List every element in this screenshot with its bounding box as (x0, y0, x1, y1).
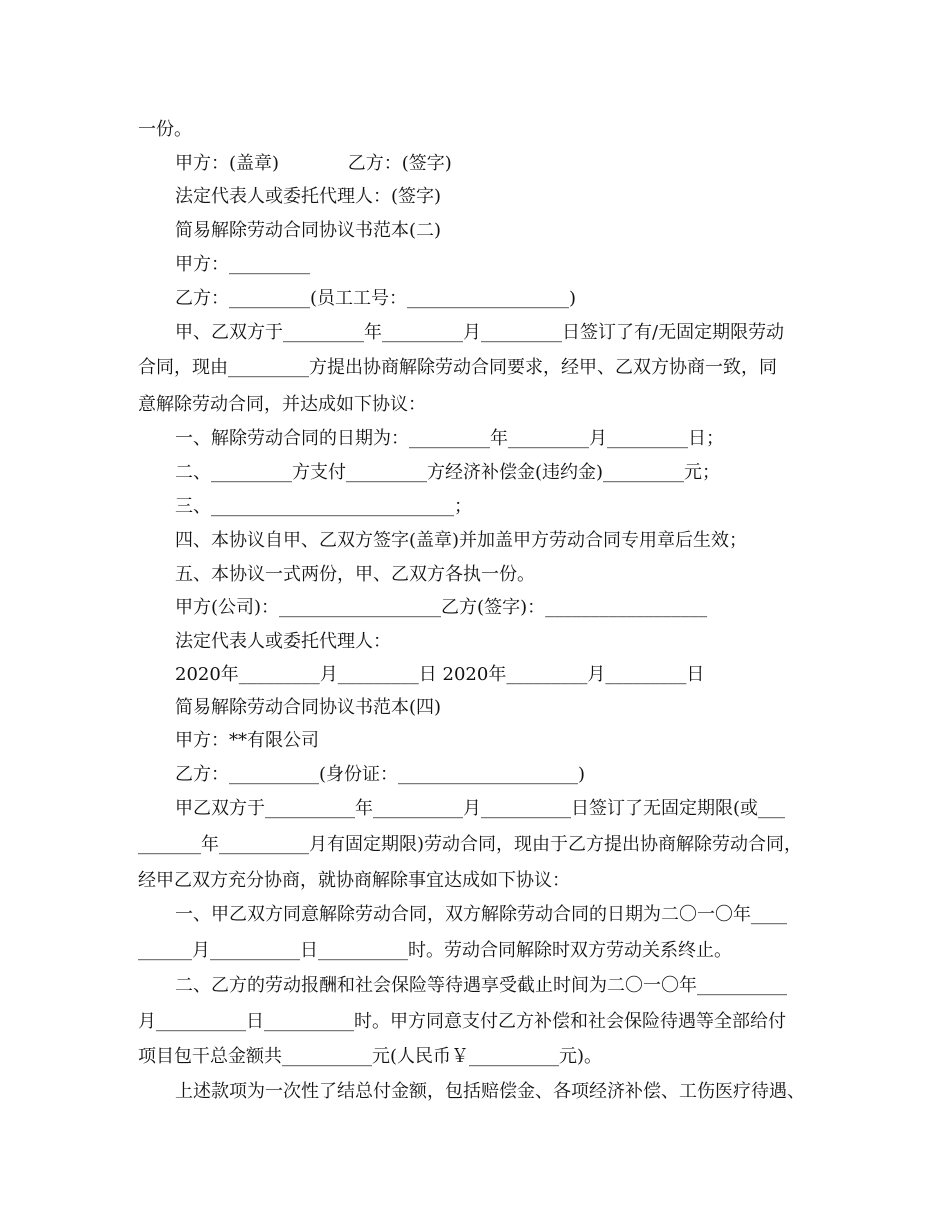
section-heading: 简易解除劳动合同协议书范本(四) (175, 697, 442, 718)
text-line: 乙方：_________(员工工号：__________________) (175, 288, 577, 309)
text-line: 法定代表人或委托代理人： (175, 631, 391, 652)
section-heading: 简易解除劳动合同协议书范本(二) (175, 220, 442, 241)
text-line: 甲方(公司)：__________________乙方(签字)：__________________ (175, 597, 708, 618)
text-line: 乙方：__________(身份证：____________________) (175, 764, 586, 785)
text-line: 月__________日__________时。甲方同意支付乙方补偿和社会保险待遇等全部给付 (138, 1011, 786, 1032)
text-line: 法定代表人或委托代理人：(签字) (175, 186, 442, 207)
text-line: 四、本协议自甲、乙双方签字(盖章)并加盖甲方劳动合同专用章后生效； (175, 530, 748, 551)
text-line: 经甲乙双方充分协商，就协商解除事宜达成如下协议： (138, 870, 570, 891)
text-line: 三、___________________________； (175, 496, 472, 517)
text-line: 五、本协议一式两份，甲、乙双方各执一份。 (175, 564, 535, 585)
text-line: 合同，现由_________方提出协商解除劳动合同要求，经甲、乙双方协商一致，同 (138, 357, 777, 378)
text-line: 上述款项为一次性了结总付金额，包括赔偿金、各项经济补偿、工伤医疗待遇、 (175, 1081, 805, 1102)
text-line: ______月__________日__________时。劳动合同解除时双方劳动关系终止。 (138, 940, 732, 961)
text-line: 二、乙方的劳动报酬和社会保险等待遇享受截止时间为二〇一〇年__________ (175, 975, 787, 996)
text-line: 甲方：(盖章) 乙方：(签字) (175, 153, 452, 174)
text-line: 项目包干总金额共__________元(人民币￥__________元)。 (138, 1046, 603, 1067)
text-line: 2020年_________月_________日 2020年_________月_________日 (175, 664, 705, 685)
text-line: _______年__________月有固定期限)劳动合同，现由于乙方提出协商解除劳动合同， (138, 834, 803, 855)
text-line: 一、甲乙双方同意解除劳动合同，双方解除劳动合同的日期为二〇一〇年____ (175, 904, 787, 925)
text-line: 一份。 (138, 119, 192, 140)
text-line: 意解除劳动合同，并达成如下协议： (138, 394, 426, 415)
text-line: 甲、乙双方于_________年_________月_________日签订了有/无固定期限劳动 (175, 322, 785, 343)
text-line: 甲乙双方于__________年__________月__________日签订了无固定期限(或___ (175, 798, 786, 819)
text-line: 一、解除劳动合同的日期为：_________年_________月_________日； (175, 428, 724, 449)
text-line: 甲方：_________ (175, 254, 310, 275)
text-line: 甲方：**有限公司 (175, 730, 319, 751)
text-line: 二、_________方支付_________方经济补偿金(违约金)_________元； (175, 462, 721, 483)
